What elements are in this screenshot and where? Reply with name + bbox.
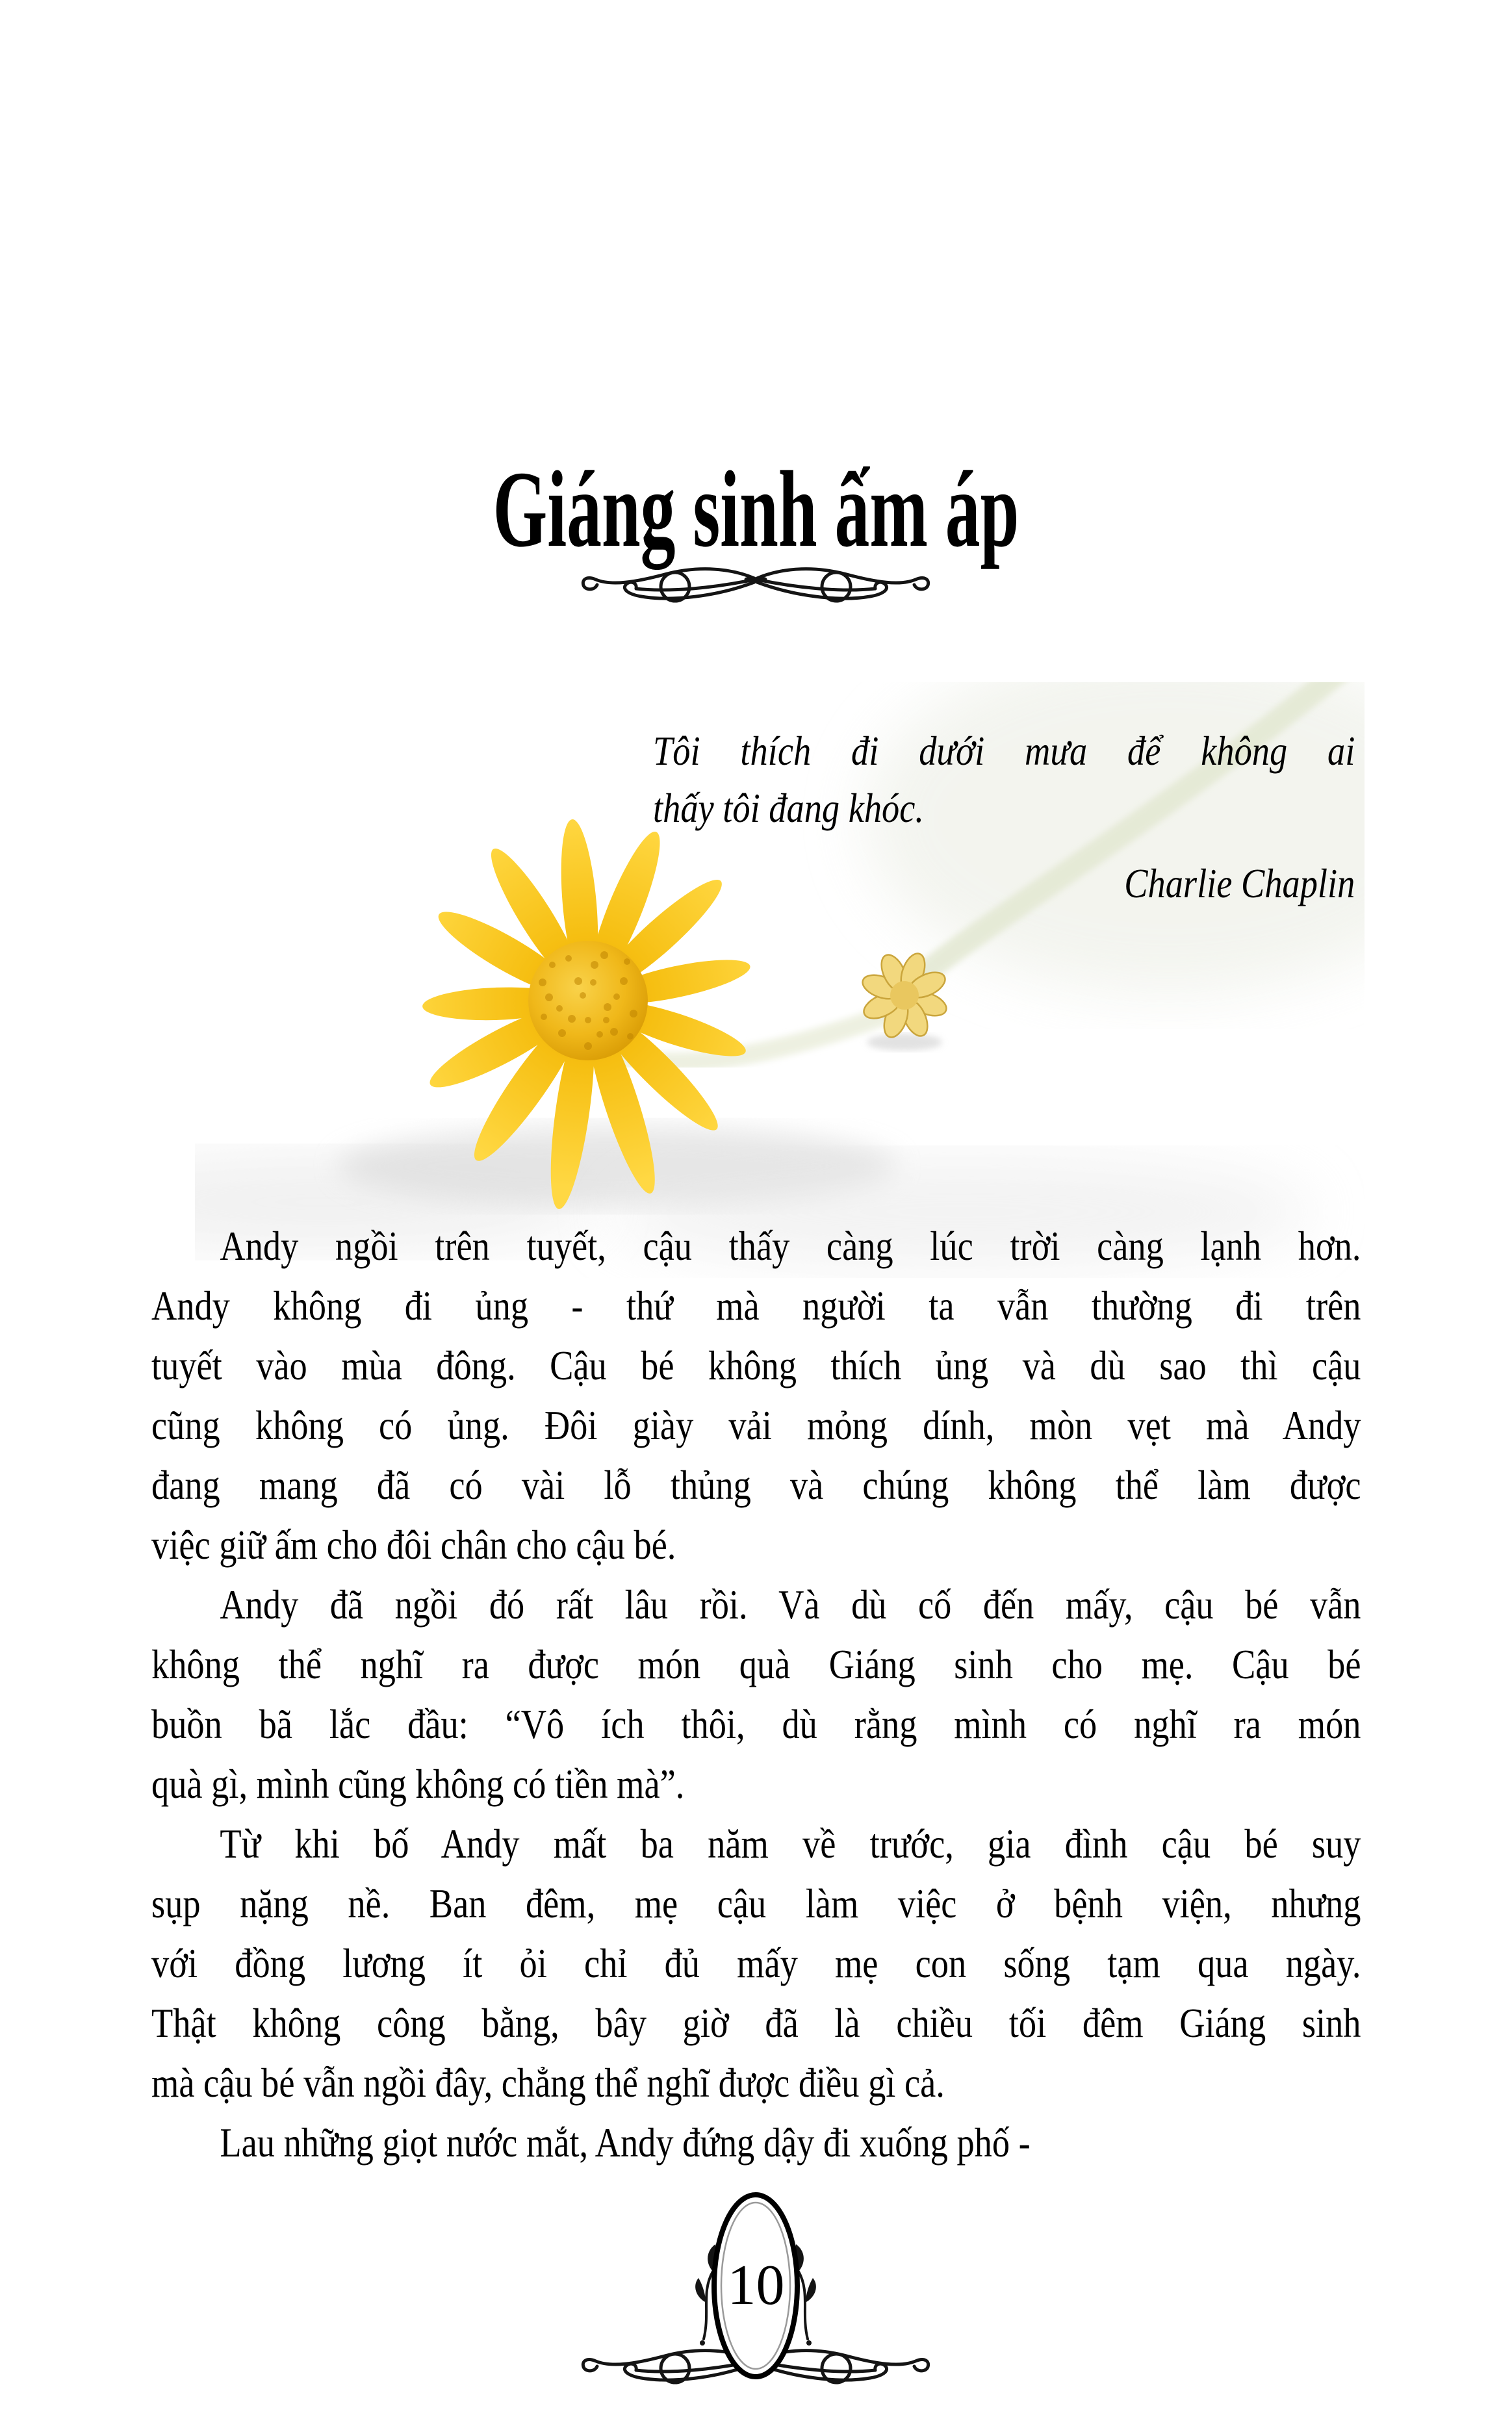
body-line: Lau những giọt nước mắt, Andy đứng dậy đi xuống phố -	[220, 2119, 1031, 2166]
paragraph	[151, 1216, 1361, 1575]
body-line: Andy ngồi trên tuyết, cậu thấy càng lúc trời càng lạnh hơn.	[220, 1223, 1361, 1269]
body-line: tuyết vào mùa đông. Cậu bé không thích ủng và dù sao thì cậu	[151, 1342, 1361, 1388]
body-line: không thể nghĩ ra được món quà Giáng sinh cho mẹ. Cậu bé	[151, 1641, 1361, 1687]
body-line: cũng không có ủng. Đôi giày vải mỏng dính, mòn vẹt mà Andy	[151, 1402, 1361, 1448]
body-text	[151, 1216, 1361, 2173]
body-line: đang mang đã có vài lỗ thủng và chúng không thể làm được	[151, 1462, 1361, 1508]
paragraph	[151, 1575, 1361, 1814]
body-line: Từ khi bố Andy mất ba năm về trước, gia đình cậu bé suy	[220, 1821, 1361, 1867]
body-line: việc giữ ấm cho đôi chân cho cậu bé.	[151, 1522, 676, 1568]
epigraph-line: Tôi thích đi dưới mưa để không ai	[653, 728, 1355, 774]
body-line: với đồng lương ít ỏi chỉ đủ mấy mẹ con sống tạm qua ngày.	[151, 1940, 1361, 1986]
title-flourish-ornament	[574, 556, 938, 608]
body-line: sụp nặng nề. Ban đêm, mẹ cậu làm việc ở bệnh viện, nhưng	[151, 1880, 1361, 1926]
epigraph	[653, 723, 1355, 912]
body-line: Andy đã ngồi đó rất lâu rồi. Và dù cố đến mấy, cậu bé vẫn	[220, 1581, 1361, 1628]
body-line: Andy không đi ủng - thứ mà người ta vẫn thường đi trên	[151, 1283, 1361, 1329]
body-line: mà cậu bé vẫn ngồi đây, chẳng thể nghĩ được điều gì cả.	[151, 2060, 945, 2106]
epigraph-line: thấy tôi đang khóc.	[653, 785, 924, 831]
body-line: buồn bã lắc đầu: “Vô ích thôi, dù rằng mình có nghĩ ra món	[151, 1701, 1361, 1747]
epigraph-attribution: Charlie Chaplin	[1124, 860, 1355, 906]
chapter-title: Giáng sinh ấm áp	[493, 449, 1019, 570]
paragraph	[151, 2113, 1361, 2173]
paragraph	[151, 1814, 1361, 2113]
body-line: quà gì, mình cũng không có tiền mà”.	[151, 1761, 685, 1807]
page-number: 10	[727, 2254, 785, 2317]
body-line: Thật không công bằng, bây giờ đã là chiều tối đêm Giáng sinh	[151, 2000, 1361, 2046]
